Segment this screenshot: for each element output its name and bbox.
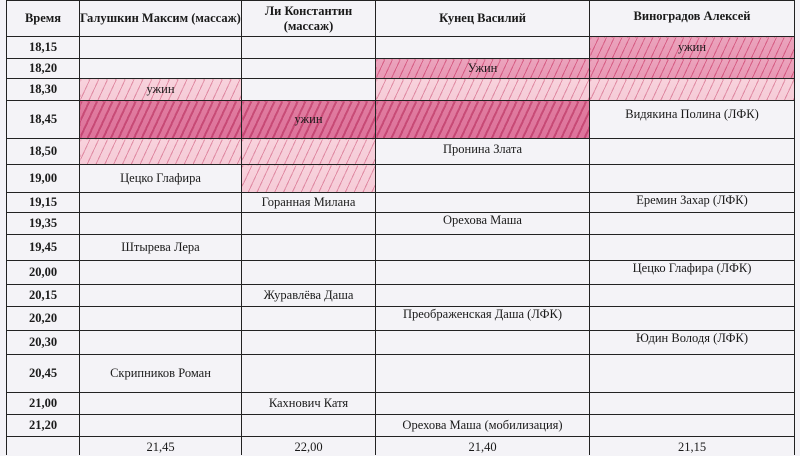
meal-cell (242, 165, 376, 193)
table-row (7, 139, 795, 165)
time-cell: 19,35 (7, 213, 80, 235)
table-row (7, 59, 795, 79)
cell (80, 261, 242, 285)
cell (80, 59, 242, 79)
end-time-galushkin: 21,45 (80, 437, 242, 455)
cell (242, 355, 376, 393)
header-vinogradov: Виноградов Алексей (590, 1, 795, 37)
cell (242, 79, 376, 101)
table-row (7, 101, 795, 139)
table-row (7, 355, 795, 393)
table-row (7, 213, 795, 235)
cell (376, 193, 590, 213)
cell: Цецко Глафира (ЛФК) (590, 261, 795, 285)
cell: Штырева Лера (80, 235, 242, 261)
cell (590, 235, 795, 261)
cell: Цецко Глафира (80, 165, 242, 193)
cell (376, 285, 590, 307)
meal-cell (590, 79, 795, 101)
table-row (7, 37, 795, 59)
cell: Кахнович Катя (242, 393, 376, 415)
time-cell: 20,45 (7, 355, 80, 393)
table-row (7, 261, 795, 285)
cell (242, 261, 376, 285)
cell (80, 37, 242, 59)
cell (376, 37, 590, 59)
schedule-table (6, 0, 795, 455)
cell (590, 393, 795, 415)
time-cell: 20,20 (7, 307, 80, 331)
cell (376, 261, 590, 285)
cell (376, 393, 590, 415)
meal-cell (590, 59, 795, 79)
cell: Пронина Злата (376, 139, 590, 165)
time-cell: 18,20 (7, 59, 80, 79)
cell (80, 307, 242, 331)
table-row (7, 331, 795, 355)
cell (80, 193, 242, 213)
cell (80, 331, 242, 355)
cell (376, 235, 590, 261)
table-row (7, 165, 795, 193)
table-row (7, 79, 795, 101)
table-row (7, 235, 795, 261)
time-cell: 18,30 (7, 79, 80, 101)
footer-row (7, 437, 795, 455)
time-cell: 18,15 (7, 37, 80, 59)
meal-cell: ужин (80, 79, 242, 101)
cell (590, 213, 795, 235)
cell (80, 415, 242, 437)
cell (376, 355, 590, 393)
end-time-li: 22,00 (242, 437, 376, 455)
cell (376, 331, 590, 355)
time-cell: 20,30 (7, 331, 80, 355)
cell (242, 37, 376, 59)
meal-cell (242, 139, 376, 165)
header-kunets: Кунец Василий (376, 1, 590, 37)
meal-cell (80, 101, 242, 139)
cell (242, 415, 376, 437)
cell (242, 235, 376, 261)
cell: Юдин Володя (ЛФК) (590, 331, 795, 355)
cell (7, 437, 80, 455)
cell (590, 307, 795, 331)
header-li: Ли Константин (массаж) (242, 1, 376, 37)
cell: Скрипников Роман (80, 355, 242, 393)
table-row (7, 193, 795, 213)
cell (590, 139, 795, 165)
meal-cell (376, 101, 590, 139)
cell (242, 331, 376, 355)
cell (590, 285, 795, 307)
time-cell: 20,15 (7, 285, 80, 307)
cell (376, 165, 590, 193)
header-row (7, 1, 795, 37)
meal-cell: ужин (242, 101, 376, 139)
meal-cell (80, 139, 242, 165)
cell: Видякина Полина (ЛФК) (590, 101, 795, 139)
table-row (7, 285, 795, 307)
cell: Орехова Маша (376, 213, 590, 235)
table-row (7, 415, 795, 437)
table-row (7, 307, 795, 331)
header-galushkin: Галушкин Максим (массаж) (80, 1, 242, 37)
cell: Еремин Захар (ЛФК) (590, 193, 795, 213)
cell (80, 285, 242, 307)
end-time-kunets: 21,40 (376, 437, 590, 455)
cell (590, 355, 795, 393)
cell (242, 213, 376, 235)
cell: Орехова Маша (мобилизация) (376, 415, 590, 437)
cell: Горанная Милана (242, 193, 376, 213)
cell (590, 415, 795, 437)
time-cell: 21,20 (7, 415, 80, 437)
cell (80, 393, 242, 415)
end-time-vinogradov: 21,15 (590, 437, 795, 455)
time-cell: 18,45 (7, 101, 80, 139)
meal-cell: ужин (590, 37, 795, 59)
meal-cell (376, 79, 590, 101)
cell: Преображенская Даша (ЛФК) (376, 307, 590, 331)
cell (242, 59, 376, 79)
cell: Журавлёва Даша (242, 285, 376, 307)
cell (590, 165, 795, 193)
table-row (7, 393, 795, 415)
time-cell: 19,45 (7, 235, 80, 261)
cell (80, 213, 242, 235)
cell (242, 307, 376, 331)
time-cell: 19,15 (7, 193, 80, 213)
time-cell: 20,00 (7, 261, 80, 285)
meal-cell: Ужин (376, 59, 590, 79)
header-time: Время (7, 1, 80, 37)
time-cell: 21,00 (7, 393, 80, 415)
time-cell: 19,00 (7, 165, 80, 193)
time-cell: 18,50 (7, 139, 80, 165)
